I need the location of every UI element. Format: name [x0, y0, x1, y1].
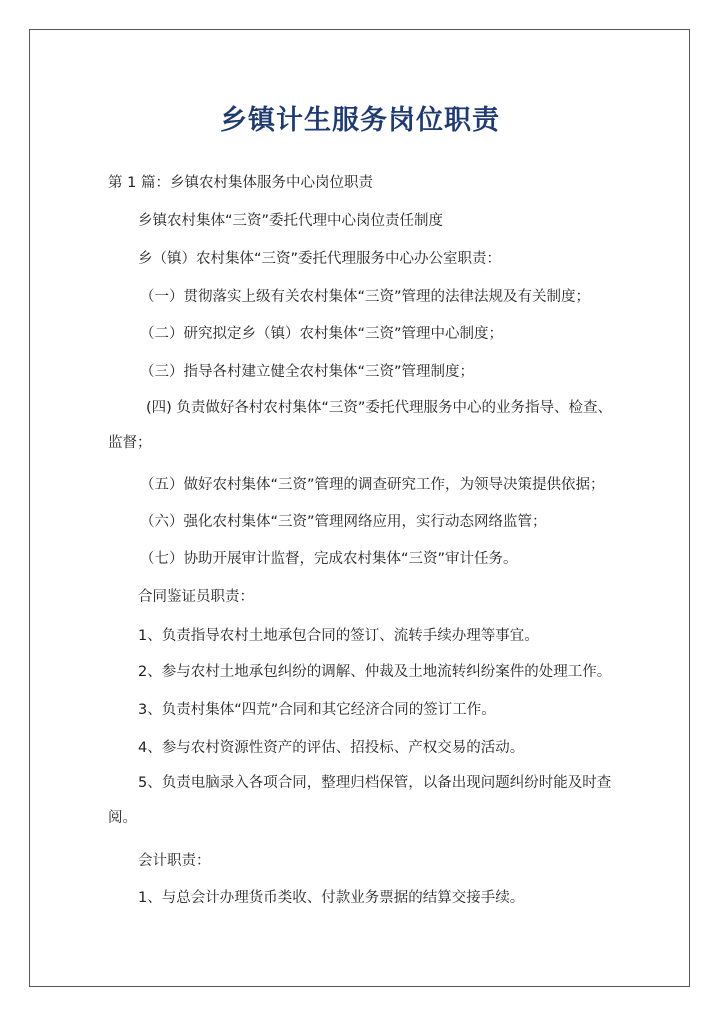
- contract-duty-4: 4、参与农村资源性资产的评估、招投标、产权交易的活动。: [138, 740, 525, 756]
- accounting-duty-1: 1、与总会计办理货币类收、付款业务票据的结算交接手续。: [138, 890, 525, 906]
- office-duty-5: （五）做好农村集体“三资”管理的调查研究工作，为领导决策提供依据；: [140, 477, 605, 493]
- contract-duty-5: 5、负责电脑录入各项合同，整理归档保管，以备出现问题纠纷时能及时查阅。: [108, 775, 612, 826]
- office-duty-2: （二）研究拟定乡（镇）农村集体“三资”管理中心制度；: [140, 326, 504, 342]
- accounting-heading: 会计职责：: [138, 853, 211, 869]
- subheading: 乡镇农村集体“三资”委托代理中心岗位责任制度: [138, 213, 444, 229]
- contract-duty-2: 2、参与农村土地承包纠纷的调解、仲裁及土地流转纠纷案件的处理工作。: [138, 664, 612, 680]
- office-duty-6: （六）强化农村集体“三资”管理网络应用，实行动态网络监管；: [140, 514, 547, 530]
- office-duty-1: （一）贯彻落实上级有关农村集体“三资”管理的法律法规及有关制度；: [140, 289, 591, 305]
- document-title: 乡镇计生服务岗位职责: [220, 105, 500, 136]
- contract-heading: 合同鉴证员职责：: [138, 589, 254, 605]
- office-duty-4: (四) 负责做好各村农村集体“三资”委托代理服务中心的业务指导、检查、监督；: [108, 400, 612, 451]
- section-heading: 第 1 篇：乡镇农村集体服务中心岗位职责: [108, 175, 373, 191]
- contract-duty-3: 3、负责村集体“四荒”合同和其它经济合同的签订工作。: [138, 702, 496, 718]
- office-duty-7: （七）协助开展审计监督，完成农村集体“三资”审计任务。: [140, 551, 518, 567]
- office-heading: 乡（镇）农村集体“三资”委托代理服务中心办公室职责：: [138, 251, 502, 267]
- contract-duty-1: 1、负责指导农村土地承包合同的签订、流转手续办理等事宜。: [138, 628, 539, 644]
- office-duty-3: （三）指导各村建立健全农村集体“三资”管理制度；: [140, 364, 475, 380]
